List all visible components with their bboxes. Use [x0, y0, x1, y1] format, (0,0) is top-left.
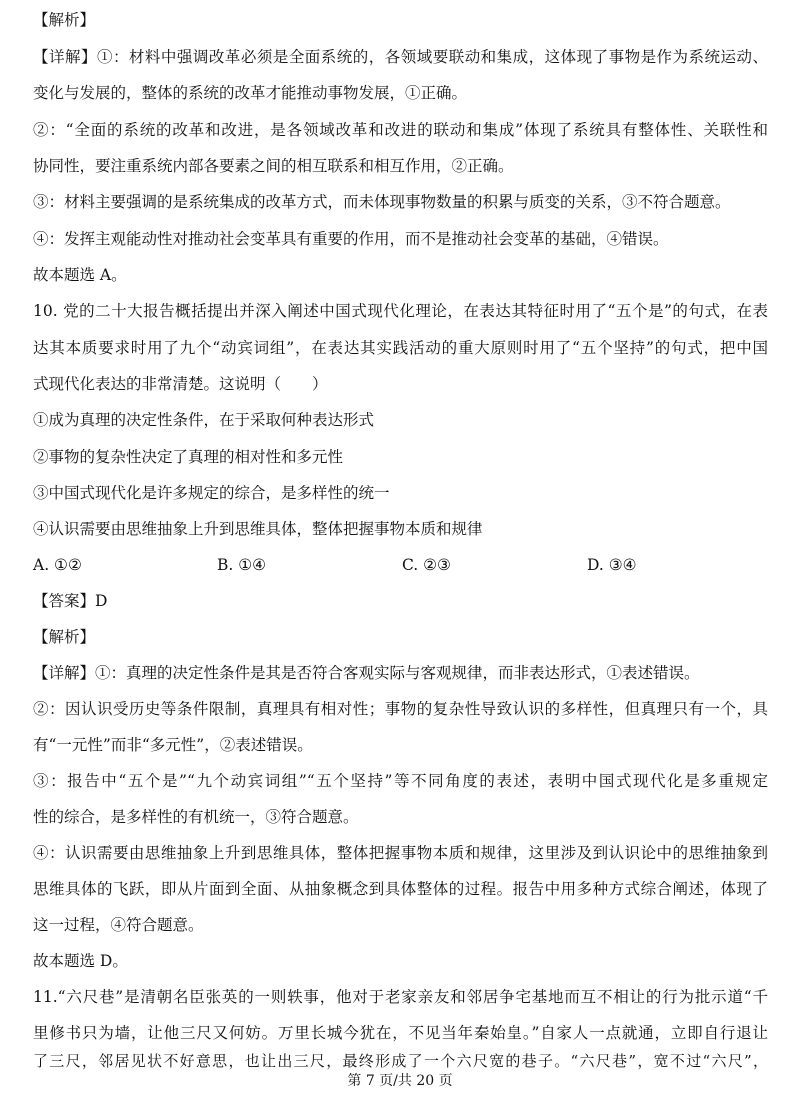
option-b: B. ①④	[217, 556, 267, 574]
paragraph-line: 有“一元性”而非“多元性”，②表述错误。	[33, 736, 313, 754]
section-header-analysis: 【解析】	[33, 11, 96, 29]
paragraph-line: ②：“全面的系统的改革和改进，是各领域改革和改进的联动和集成”体现了系统具有整体性、关联性和	[33, 121, 768, 139]
paragraph-line: 性的综合，是多样性的有机统一，③符合题意。	[33, 808, 359, 826]
paragraph-line: 协同性，要注重系统内部各要素之间的相互联系和相互作用，②正确。	[33, 157, 514, 175]
question-11-line: 里修书只为墙，让他三尺又何妨。万里长城今犹在，不见当年秦始皇。”自家人一点就通，立即自行退让	[33, 1024, 768, 1042]
question-10-line: 10. 党的二十大报告概括提出并深入阐述中国式现代化理论，在表达其特征时用了“五个是”的句式，在表	[33, 302, 768, 320]
paragraph-line: 变化与发展的，整体的系统的改革才能推动事物发展，①正确。	[33, 84, 468, 102]
paragraph-line: 【详解】①：材料中强调改革必须是全面系统的，各领域要联动和集成，这体现了事物是作为系统运动、	[33, 48, 768, 66]
answer-conclusion: 故本题选 D。	[33, 952, 128, 970]
question-10-line: 达其本质要求时用了九个“动宾词组”，在表达其实践活动的重大原则时用了“五个坚持”的句式，把中国	[33, 339, 768, 357]
page-number-footer: 第 7 页/共 20 页	[347, 1073, 453, 1089]
question-11-line: 11.“六尺巷”是清朝名臣张英的一则轶事，他对于老家亲友和邻居争宅基地而互不相让的行为批示道“千	[33, 988, 768, 1006]
paragraph-line: ③：报告中“五个是”“九个动宾词组”“五个坚持”等不同角度的表述，表明中国式现代化是多重规定	[33, 772, 768, 790]
option-c: C. ②③	[402, 556, 451, 574]
paragraph-line: 【详解】①：真理的决定性条件是其是否符合客观实际与客观规律，而非表达形式，①表述错误。	[33, 664, 700, 682]
section-header-answer: 【答案】D	[33, 592, 108, 610]
answer-conclusion: 故本题选 A。	[33, 266, 127, 284]
paragraph-line: ④：认识需要由思维抽象上升到思维具体，整体把握事物本质和规律，这里涉及到认识论中的思维抽象到	[33, 844, 768, 862]
paragraph-line: 思维具体的飞跃，即从片面到全面、从抽象概念到具体整体的过程。报告中用多种方式综合阐述，体现了	[33, 880, 768, 898]
statement-3: ③中国式现代化是许多规定的综合，是多样性的统一	[33, 484, 390, 502]
paragraph-line: 这一过程，④符合题意。	[33, 916, 204, 934]
option-a: A. ①②	[33, 556, 82, 574]
statement-1: ①成为真理的决定性条件，在于采取何种表达形式	[33, 411, 375, 429]
statement-2: ②事物的复杂性决定了真理的相对性和多元性	[33, 448, 344, 466]
question-11-line: 了三尺，邻居见状不好意思，也让出三尺，最终形成了一个六尺宽的巷子。“六尺巷”，宽不过“六尺”，	[33, 1052, 768, 1070]
paragraph-line: ④：发挥主观能动性对推动社会变革具有重要的作用，而不是推动社会变革的基础，④错误。	[33, 230, 669, 248]
paragraph-line: ③：材料主要强调的是系统集成的改革方式，而未体现事物数量的积累与质变的关系，③不符合题意。	[33, 193, 731, 211]
statement-4: ④认识需要由思维抽象上升到思维具体，整体把握事物本质和规律	[33, 520, 483, 538]
option-d: D. ③④	[587, 556, 637, 574]
paragraph-line: ②：因认识受历史等条件限制，真理具有相对性；事物的复杂性导致认识的多样性，但真理只有一个，具	[33, 700, 768, 718]
section-header-analysis: 【解析】	[33, 628, 96, 646]
question-10-line: 式现代化表达的非常清楚。这说明（ ）	[33, 375, 328, 393]
